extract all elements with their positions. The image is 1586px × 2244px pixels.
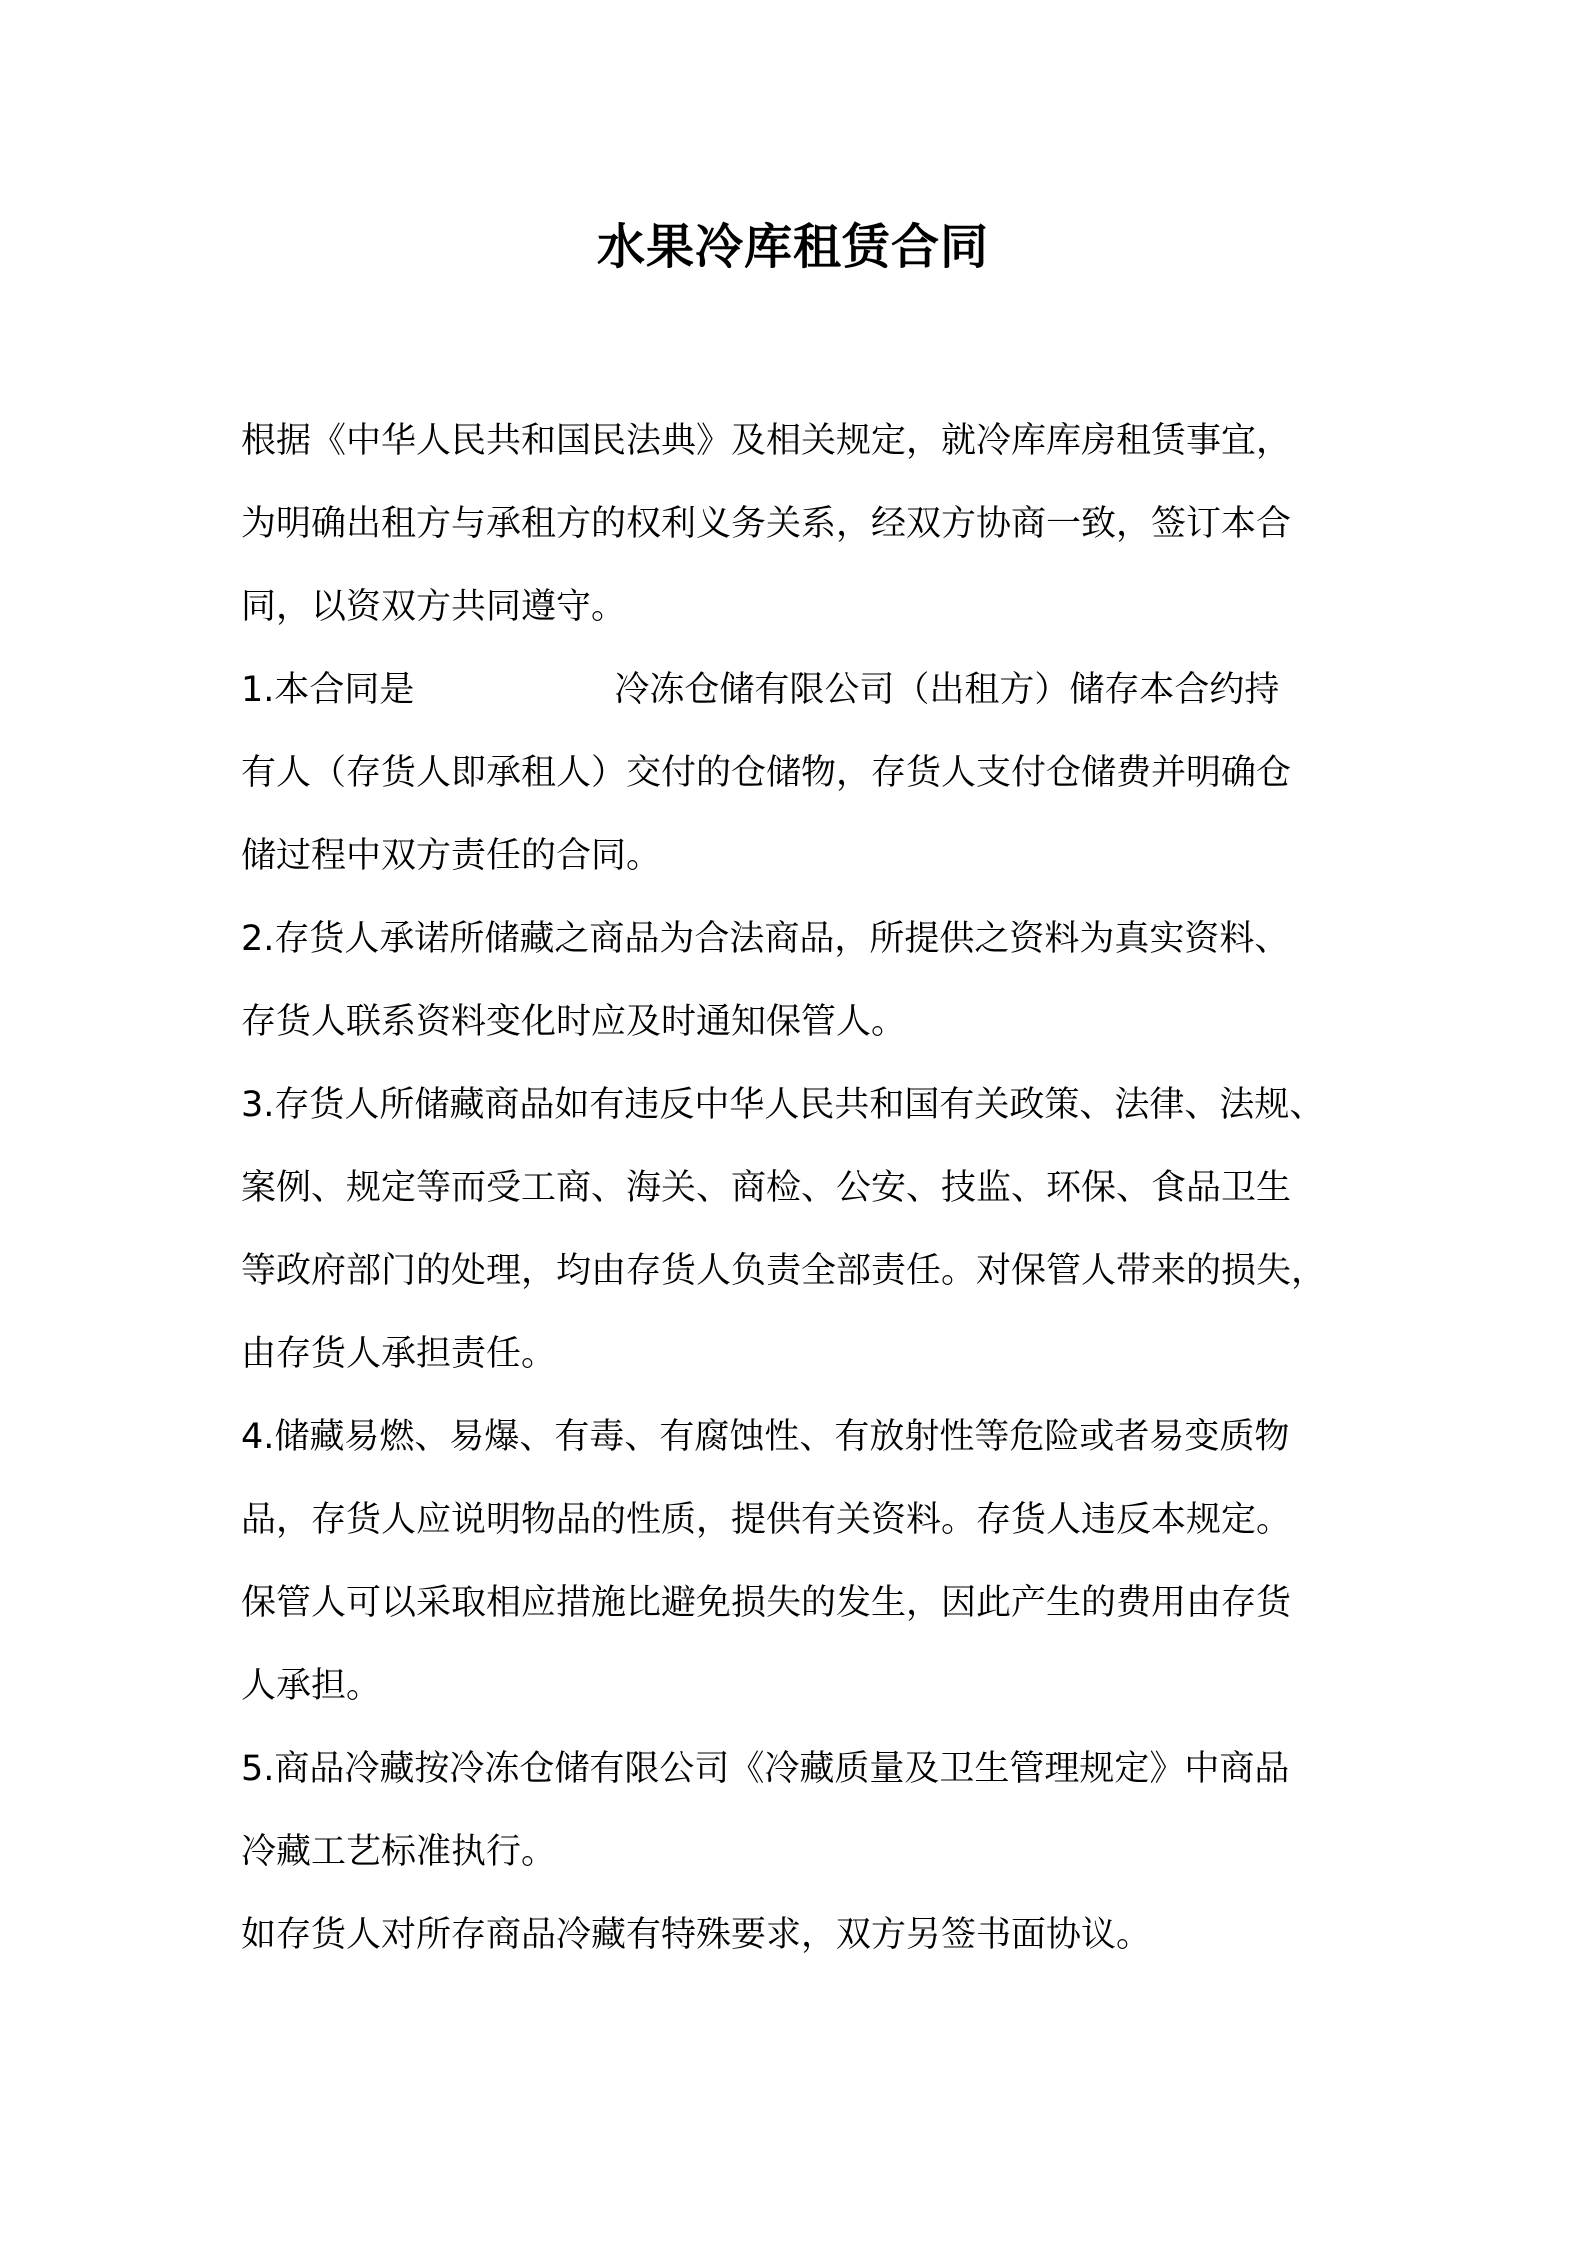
paragraph-line: 有人（存货人即承租人）交付的仓储物，存货人支付仓储费并明确仓 xyxy=(241,753,1292,793)
clause-1-suffix: 冷冻仓储有限公司（出租方）储存本合约持 xyxy=(614,670,1280,710)
paragraph-line: 保管人可以采取相应措施比避免损失的发生，因此产生的费用由存货 xyxy=(241,1583,1292,1623)
document-title: 水果冷库租赁合同 xyxy=(596,219,989,275)
paragraph-line: 存货人联系资料变化时应及时通知保管人。 xyxy=(241,1002,907,1042)
paragraph-line: 等政府部门的处理，均由存货人负责全部责任。对保管人带来的损失， xyxy=(241,1251,1327,1291)
document-body xyxy=(241,400,1359,1977)
paragraph-line: 2.存货人承诺所储藏之商品为合法商品，所提供之资料为真实资料、 xyxy=(241,919,1290,959)
paragraph-line: 由存货人承担责任。 xyxy=(241,1334,557,1374)
clause-1-line xyxy=(241,649,1359,732)
paragraph-line: 根据《中华人民共和国民法典》及相关规定，就冷库库房租赁事宜， xyxy=(241,421,1292,461)
paragraph-line: 品，存货人应说明物品的性质，提供有关资料。存货人违反本规定。 xyxy=(241,1500,1292,1540)
paragraph-line: 同，以资双方共同遵守。 xyxy=(241,587,627,627)
paragraph-line: 3.存货人所储藏商品如有违反中华人民共和国有关政策、法律、法规、 xyxy=(241,1085,1325,1125)
clause-1-prefix: 1.本合同是 xyxy=(241,670,415,710)
paragraph-line: 4.储藏易燃、易爆、有毒、有腐蚀性、有放射性等危险或者易变质物 xyxy=(241,1417,1290,1457)
paragraph-line: 如存货人对所存商品冷藏有特殊要求，双方另签书面协议。 xyxy=(241,1915,1152,1955)
paragraph-line: 为明确出租方与承租方的权利义务关系，经双方协商一致，签订本合 xyxy=(241,504,1292,544)
paragraph-line: 5.商品冷藏按冷冻仓储有限公司《冷藏质量及卫生管理规定》中商品 xyxy=(241,1749,1290,1789)
paragraph-line: 案例、规定等而受工商、海关、商检、公安、技监、环保、食品卫生 xyxy=(241,1168,1292,1208)
paragraph-line: 储过程中双方责任的合同。 xyxy=(241,836,662,876)
paragraph-line: 人承担。 xyxy=(241,1666,382,1706)
paragraph-line: 冷藏工艺标准执行。 xyxy=(241,1832,557,1872)
